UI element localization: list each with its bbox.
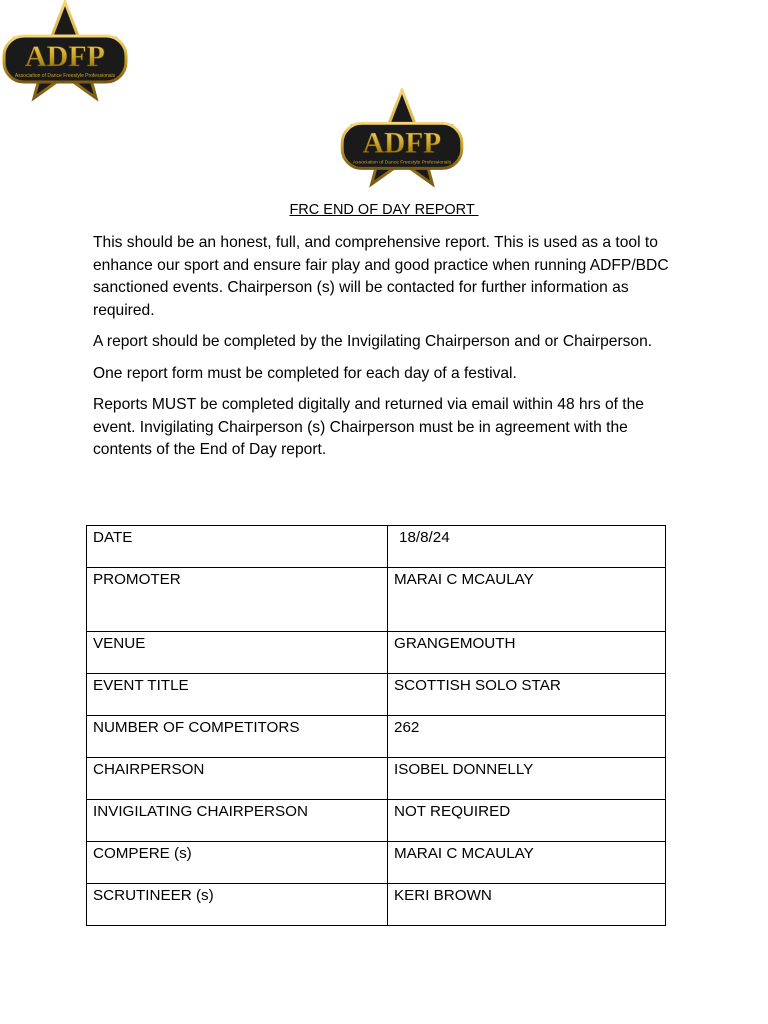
intro-paragraph: Reports MUST be completed digitally and returned via email within 48 hrs of the event. Invigilating Chairperson (s) Chairperson must be in agreement with the contents of the End of Day report. (93, 396, 644, 458)
row-label: COMPERE (s) (87, 842, 388, 884)
adfp-logo-top (2, 0, 128, 102)
table-row (87, 674, 666, 716)
row-label: PROMOTER (87, 568, 388, 632)
adfp-logo-center (338, 88, 466, 188)
table-row (87, 758, 666, 800)
star-logo-icon (2, 0, 128, 102)
row-value: GRANGEMOUTH (388, 632, 666, 674)
table-row (87, 526, 666, 568)
row-label: VENUE (87, 632, 388, 674)
row-value: NOT REQUIRED (388, 800, 666, 842)
row-label: INVIGILATING CHAIRPERSON (87, 800, 388, 842)
row-value: KERI BROWN (388, 884, 666, 926)
row-label: NUMBER OF COMPETITORS (87, 716, 388, 758)
report-table (86, 525, 666, 926)
svg-text:ADFP: ADFP (362, 127, 442, 160)
table-row (87, 842, 666, 884)
row-value: SCOTTISH SOLO STAR (388, 674, 666, 716)
row-value: 262 (388, 716, 666, 758)
table-row (87, 632, 666, 674)
row-value: 18/8/24 (388, 526, 666, 568)
row-label: CHAIRPERSON (87, 758, 388, 800)
row-value: MARAI C MCAULAY (388, 568, 666, 632)
intro-section (93, 232, 683, 471)
intro-paragraph: One report form must be completed for each day of a festival. (93, 364, 517, 382)
row-label: SCRUTINEER (s) (87, 884, 388, 926)
intro-paragraph: A report should be completed by the Invigilating Chairperson and or Chairperson. (93, 333, 653, 350)
row-value: ISOBEL DONNELLY (388, 758, 666, 800)
table-row (87, 800, 666, 842)
table-row (87, 716, 666, 758)
svg-text:Association of Dance Freestyle: Association of Dance Freestyle Professionals (14, 73, 116, 79)
star-logo-icon (338, 88, 466, 188)
svg-text:ADFP: ADFP (25, 40, 105, 73)
svg-text:Association of Dance Freestyle: Association of Dance Freestyle Professionals (352, 160, 452, 166)
document-title: FRC END OF DAY REPORT (289, 202, 479, 218)
row-label: EVENT TITLE (87, 674, 388, 716)
table-row (87, 884, 666, 926)
row-label: DATE (87, 526, 388, 568)
intro-paragraph: This should be an honest, full, and comprehensive report. This is used as a tool to enhance our sport and ensure fair play and good practice when running ADFP/BDC sanctioned events. Chairperson (s) will be contacted for further information as required. (93, 234, 669, 319)
table-row (87, 568, 666, 632)
row-value: MARAI C MCAULAY (388, 842, 666, 884)
